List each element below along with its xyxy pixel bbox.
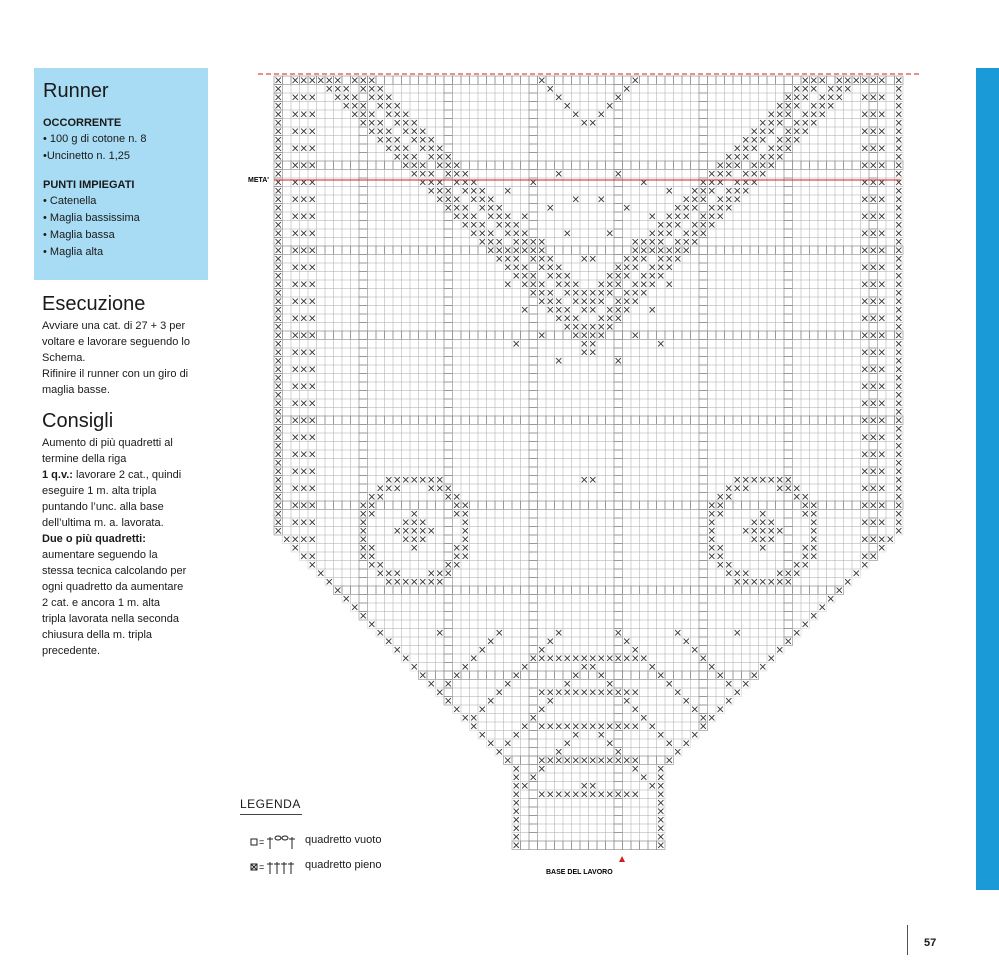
esecuzione-title: Esecuzione (42, 293, 146, 315)
empty-square-symbol (250, 834, 300, 850)
consigli-line: Due o più quadretti: (42, 533, 146, 545)
consigli-line: tripla lavorata nella seconda (42, 613, 179, 625)
consigli-line: puntando l’unc. alla base (42, 501, 164, 513)
occorrente-item: • 100 g di cotone n. 8 (43, 133, 147, 145)
legend-empty-label: quadretto vuoto (305, 834, 382, 846)
occorrente-item: •Uncinetto n. 1,25 (43, 150, 131, 162)
chart-grid (274, 76, 903, 850)
full-square-symbol (250, 859, 300, 875)
legend-full-label: quadretto pieno (305, 859, 382, 871)
consigli-line: precedente. (42, 645, 101, 657)
consigli-line: eseguire 1 m. alta tripla (42, 485, 157, 497)
punto-item: • Maglia bassissima (43, 212, 140, 224)
legend (240, 797, 540, 872)
consigli-line: ogni quadretto da aumentare (42, 581, 184, 593)
materials-box (34, 68, 208, 280)
consigli-line: stessa tecnica calcolando per (42, 565, 187, 577)
legend-row-empty (250, 834, 382, 853)
consigli-bold: 1 q.v.: (42, 469, 73, 481)
consigli-title: Consigli (42, 410, 114, 432)
punto-item: • Maglia alta (43, 246, 104, 258)
consigli-line: chiusura della m. tripla (42, 629, 153, 641)
filet-crochet-chart (240, 66, 930, 881)
meta-label: META' (248, 177, 269, 184)
pattern-title: Runner (43, 80, 109, 102)
punti-heading: PUNTI IMPIEGATI (43, 179, 135, 191)
esecuzione-line: voltare e lavorare seguendo lo (42, 336, 190, 348)
page-edge-band (976, 68, 999, 890)
base-label: BASE DEL LAVORO (546, 869, 613, 876)
consigli-line: aumentare seguendo la (42, 549, 158, 561)
consigli-line: 2 cat. e ancora 1 m. alta (42, 597, 161, 609)
punto-item: • Catenella (43, 195, 97, 207)
esecuzione-line: maglia basse. (42, 384, 110, 396)
occorrente-heading: OCCORRENTE (43, 117, 122, 129)
esecuzione-line: Schema. (42, 352, 86, 364)
esecuzione-line: Avviare una cat. di 27 + 3 per (42, 320, 186, 332)
consigli-line: Aumento di più quadretti al (42, 437, 173, 449)
esecuzione-line: Rifinire il runner con un giro di (42, 368, 189, 380)
legend-title: LEGENDA (240, 797, 302, 815)
consigli-line: dell’ultima m. a. lavorata. (42, 517, 164, 529)
page-number: 57 (924, 937, 937, 949)
punto-item: • Maglia bassa (43, 229, 115, 241)
page-number-rule (907, 925, 908, 955)
consigli-line: 1 q.v.: lavorare 2 cat., quindi (42, 469, 182, 481)
legend-row-full (250, 859, 382, 878)
base-marker (619, 856, 625, 862)
esecuzione-section (42, 293, 212, 398)
consigli-line: termine della riga (42, 453, 127, 465)
consigli-section (42, 410, 212, 659)
